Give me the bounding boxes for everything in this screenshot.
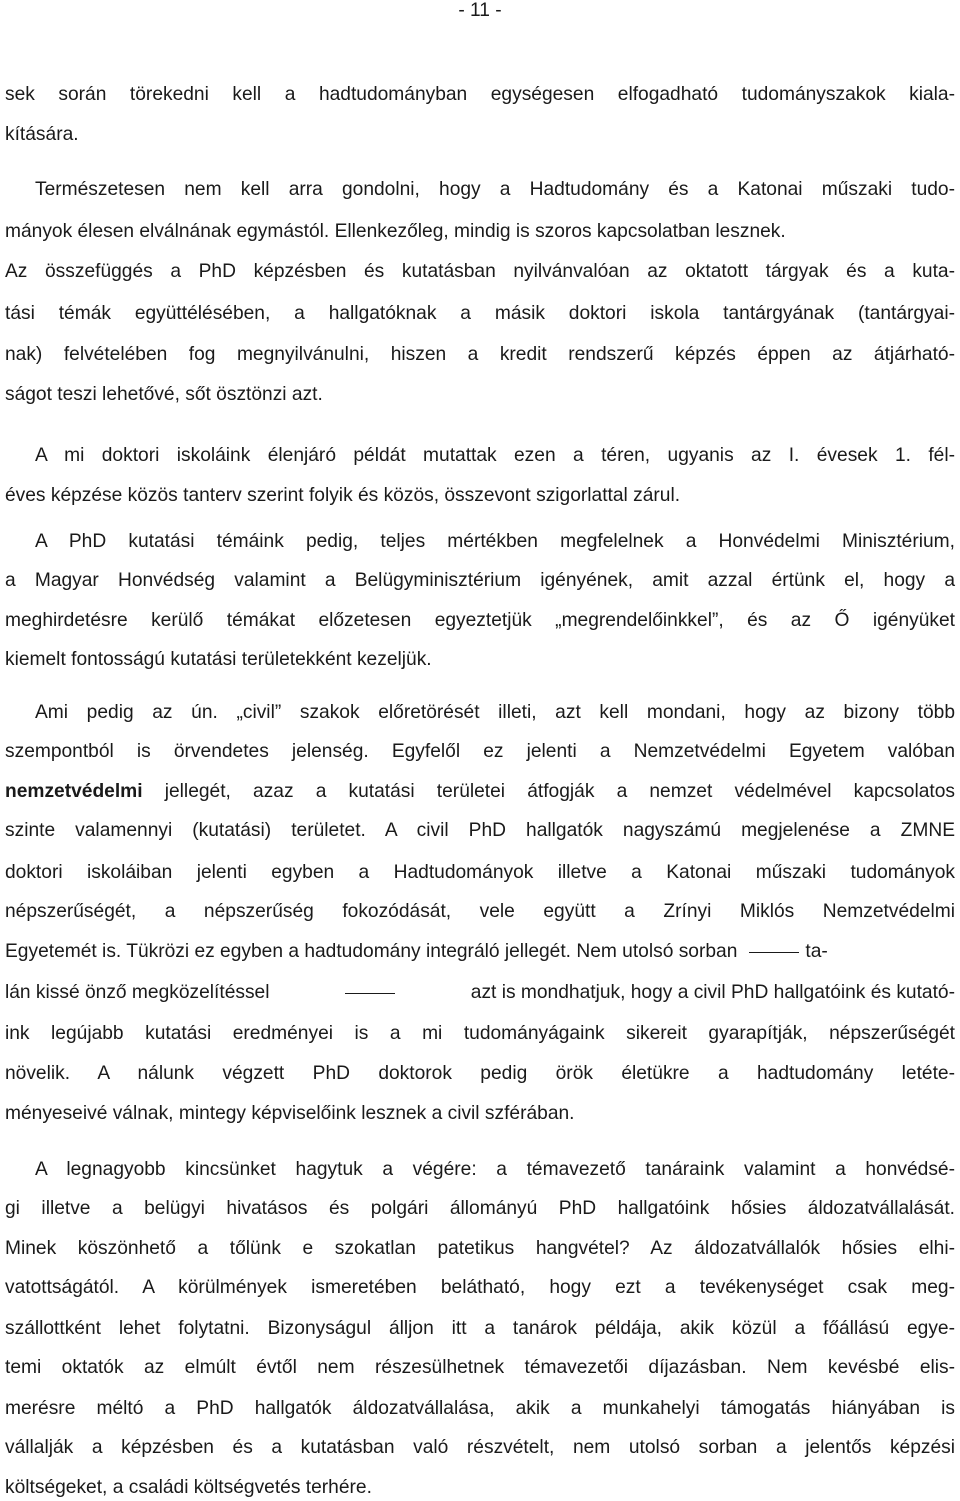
text-line: ink legújabb kutatási eredményei is a mi tudományágaink sikereit gyarapítják, népszerűségét — [5, 1023, 955, 1044]
text-line: költségeket, a családi költségvetés terhére. — [5, 1477, 372, 1498]
text-line: növelik. A nálunk végzett PhD doktorok pedig örök életükre a hadtudomány letéte- — [5, 1063, 955, 1084]
text-line: ságot teszi lehetővé, sőt ösztönzi azt. — [5, 384, 323, 405]
text-line: temi oktatók az elmúlt évtől nem részesülhetnek témavezetői díjazásban. Nem kevésbé elis- — [5, 1357, 955, 1378]
text-line: népszerűségét, a népszerűség fokozódását, vele együtt a Zrínyi Miklós Nemzetvédelmi — [5, 901, 955, 922]
text-line: szállottként lehet folytatni. Bizonyságul álljon itt a tanárok példája, akik közül a főállású egye- — [5, 1318, 955, 1339]
text-line: A legnagyobb kincsünket hagytuk a végére: a témavezető tanáraink valamint a honvédsé- — [35, 1159, 955, 1180]
text-line: éves képzése közös tanterv szerint folyik és közös, összevont szigorlattal zárul. — [5, 485, 681, 506]
text-line: Természetesen nem kell arra gondolni, hogy a Hadtudomány és a Katonai műszaki tudo- — [35, 179, 955, 200]
text-line: kiemelt fontosságú kutatási területekként kezeljük. — [5, 649, 432, 670]
text-line: Minek köszönhető a tőlünk e szokatlan patetikus hangvétel? Az áldozatvállalók hősies elhi- — [5, 1238, 955, 1259]
em-dash — [345, 993, 395, 994]
text-line: lán kissé önző megközelítéssel azt is mondhatjuk, hogy a civil PhD hallgatóink és kutató- — [5, 982, 955, 1003]
text-line: doktori iskoláiban jelenti egyben a Hadtudományok illetve a Katonai műszaki tudományok — [5, 862, 955, 883]
text-line: gi illetve a belügyi hivatásos és polgári állományú PhD hallgatóink hősies áldozatvállalását. — [5, 1198, 955, 1219]
text-line: nak) felvételében fog megnyilvánulni, hiszen a kredit rendszerű képzés éppen az átjárható- — [5, 344, 955, 365]
text-line: mányok élesen elválnának egymástól. Ellenkezőleg, mindig is szoros kapcsolatban lesznek. — [5, 221, 786, 242]
text-line: A PhD kutatási témáink pedig, teljes mértékben megfelelnek a Honvédelmi Minisztérium, — [35, 531, 955, 552]
text-line: sek során törekedni kell a hadtudományban egységesen elfogadható tudományszakok kiala- — [5, 84, 955, 105]
text-line: meghirdetésre kerülő témákat előzetesen egyeztetjük „megrendelőinkkel”, és az Ő igényüket — [5, 610, 955, 631]
page-number: - 11 - — [458, 0, 502, 21]
text-line: szempontból is örvendetes jelenség. Egyfelől ez jelenti a Nemzetvédelmi Egyetem valóban — [5, 741, 955, 762]
text-line: vatottságától. A körülmények ismeretében belátható, hogy ezt a tevékenységet csak meg- — [5, 1277, 955, 1298]
text-line: Egyetemét is. Tükrözi ez egyben a hadtudomány integráló jellegét. Nem utolsó sorban ta- — [5, 941, 828, 962]
bold-word: nemzetvédelmi — [5, 781, 143, 802]
text-line: szinte valamennyi (kutatási) területet. A civil PhD hallgatók nagyszámú megjelenése a ZMNE — [5, 820, 955, 841]
text-line: tási témák együttélésében, a hallgatóknak a másik doktori iskola tantárgyának (tantárgyai- — [5, 303, 955, 324]
text-line: nemzetvédelmi jellegét, azaz a kutatási területei átfogják a nemzet védelmével kapcsolatos — [5, 781, 955, 802]
text-line: vállalják a képzésben és a kutatásban való részvételt, nem utolsó sorban a jelentős képzési — [5, 1437, 955, 1458]
text-line: A mi doktori iskoláink élenjáró példát mutattak ezen a téren, ugyanis az I. évesek 1. fél- — [35, 445, 955, 466]
text-line: merésre méltó a PhD hallgatók áldozatvállalása, akik a munkahelyi támogatás hiányában is — [5, 1398, 955, 1419]
text-line: Ami pedig az ún. „civil” szakok előretörését illeti, azt kell mondani, hogy az bizony több — [35, 702, 955, 723]
text-line: Az összefüggés a PhD képzésben és kutatásban nyilvánvalóan az oktatott tárgyak és a kuta- — [5, 261, 955, 282]
em-dash — [749, 952, 799, 953]
text-line: kítására. — [5, 124, 79, 145]
text-line: a Magyar Honvédség valamint a Belügyminisztérium igényének, amit azzal értünk el, hogy a — [5, 570, 955, 591]
text-line: ményeseivé válnak, mintegy képviselőink lesznek a civil szférában. — [5, 1103, 575, 1124]
